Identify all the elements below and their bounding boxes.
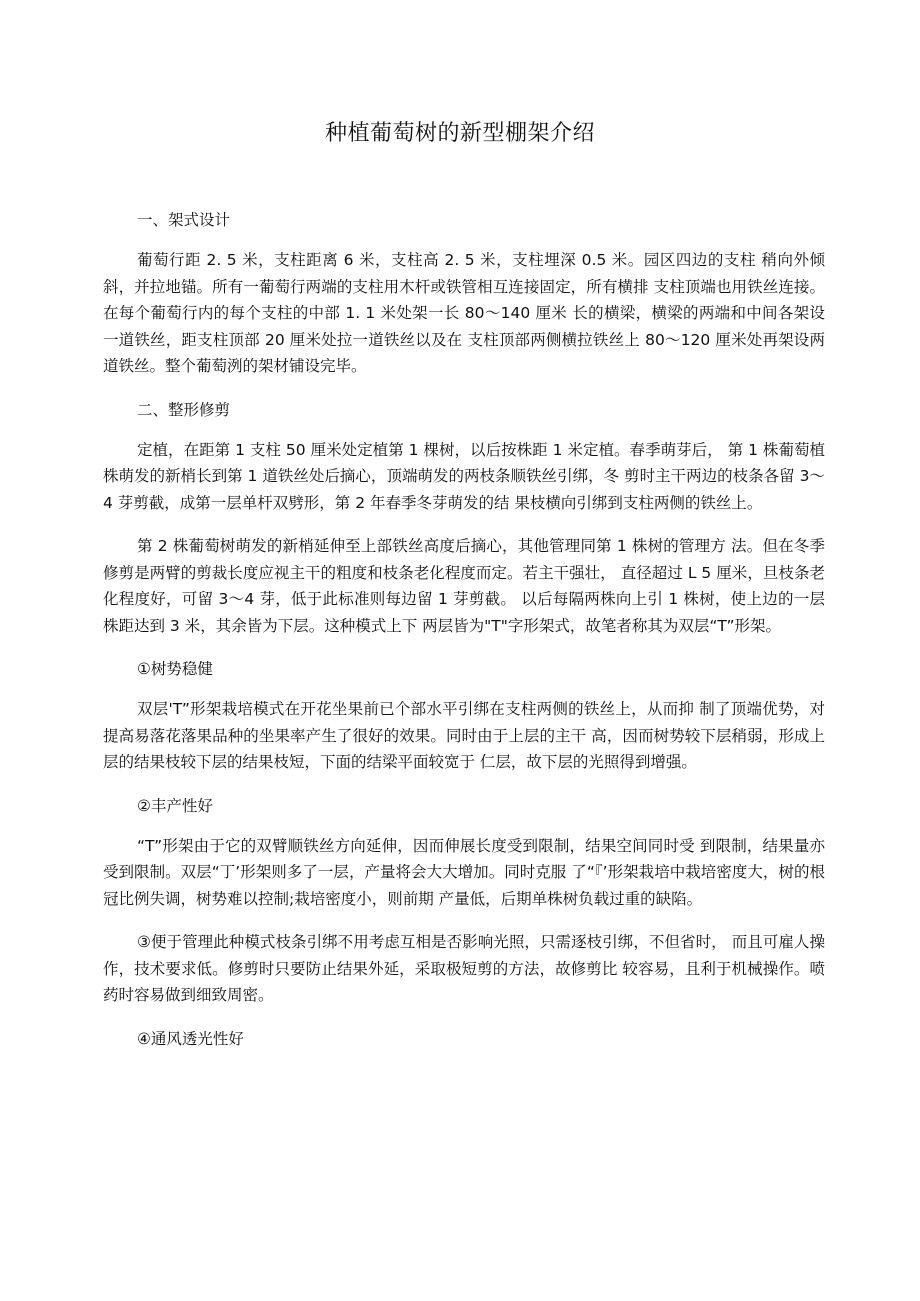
subheading-stable-growth: ①树势稳健 (137, 660, 213, 678)
paragraph-second-plant: 第 2 株葡萄树萌发的新梢延伸至上部铁丝高度后摘心，其他管理同第 1 株树的管理方 法。但在冬季修剪是两臂的剪裁长度应视主干的粗度和枝条老化程度而定。若主干强壮， 直径超过 L 5 厘米，旦枝条老化程度好，可留 3～4 芽，低于此标准则每边留 1 芽剪截。 以后每隔两株向上引 1 株树，使上边的一层株距达到 3 米，其余皆为下层。这种模式上下 两层皆为"T"字形架式，故笔者称其为双层“T”形架。 (103, 537, 825, 635)
paragraph-easy-management: ③便于管理此种模式枝条引绑不用考虑互相是否影响光照，只需逐枝引绑，不但省时， 而且可雇人操作，技术要求低。修剪时只要防止结果外延，采取极短剪的方法，故修剪比 较容易，且利于机械操作。喷药时容易做到细致周密。 (103, 933, 825, 1004)
page-title: 种植葡萄树的新型棚架介绍 (324, 121, 595, 146)
paragraph-high-yield: “T”形架由于它的双臂顺铁丝方向延伸，因而伸展长度受到限制，结果空间同时受 到限制，结果量亦受到限制。双层“丁’形架则多了一层，产量将会大大增加。同时克服 了“『’形架栽培中栽培密度大，树的根冠比例失调，树势难以控制;栽培密度小，则前期 产量低，后期单株树负载过重的缺陷。 (103, 836, 825, 908)
paragraph-stable-growth: 双层'T”形架栽培模式在开花坐果前已个部水平引绑在支柱两侧的铁丝上，从而抑 制了顶端优势，对提高易落花落果品种的坐果率产生了很好的效果。同时由于上层的主干 高，因而树势较下层稍弱，形成上层的结果枝较下层的结果枝短，下面的结梁平面较宽于 仁层，故下层的光照得到增强。 (103, 700, 825, 771)
paragraph-frame-design: 葡萄行距 2. 5 米，支柱距离 6 米，支柱高 2. 5 米，支柱埋深 0.5 米。园区四边的支柱 稍向外倾斜，并拉地锚。所有一葡萄行两端的支柱用木杆或铁管相互连接固定，所有横排 支柱顶端也用铁丝连接。在每个葡萄行内的每个支柱的中部 1. 1 米处架一长 80～140 厘米 长的横梁，横梁的两端和中间各架设一道铁丝，距支柱顶部 20 厘米处拉一道铁丝以及在 支柱顶部两侧横拉铁丝上 80～120 厘米处再架设两道铁丝。整个葡萄洌的架材铺设完毕。 (103, 251, 825, 375)
section-heading-frame-design: 一、架式设计 (137, 211, 231, 229)
paragraph-planting: 定植，在距第 1 支柱 50 厘米处定植第 1 棵树，以后按株距 1 米定植。春季萌芽后， 第 1 株葡萄植株萌发的新梢长到第 1 道铁丝处后摘心，顶端萌发的两枝条顺铁丝引绑，冬 剪时主干两边的枝条各留 3～4 芽剪截，成第一层单杆双劈形，第 2 年春季冬芽萌发的结 果枝横向引绑到支柱两侧的铁丝上。 (103, 440, 825, 512)
subheading-high-yield: ②丰产性好 (137, 796, 213, 815)
subheading-ventilation: ④通风透光性好 (137, 1029, 244, 1048)
section-heading-pruning: 二、整形修剪 (137, 400, 231, 419)
document-body (103, 207, 825, 1052)
